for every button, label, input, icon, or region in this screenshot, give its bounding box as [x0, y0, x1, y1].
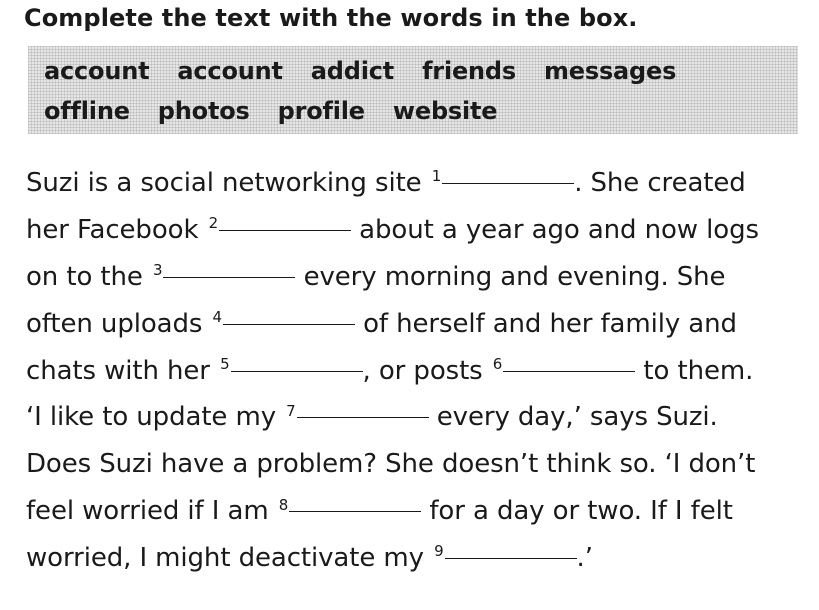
- text-line-3: [26, 254, 816, 301]
- gap-blank-3[interactable]: [163, 276, 295, 278]
- instruction-heading: Complete the text with the words in the box.: [24, 4, 638, 32]
- text-segment: of herself and her family and: [354, 308, 737, 339]
- gap-number-2: 2: [208, 214, 219, 233]
- gap-number-4: 4: [212, 308, 222, 327]
- gap-number-7: 7: [286, 401, 296, 420]
- gap-number-8: 8: [278, 495, 289, 514]
- text-segment: Does Suzi have a problem? She doesn’t think so. ‘I don’t: [26, 449, 756, 480]
- text-segment: on to the: [26, 261, 151, 292]
- word-friends: friends: [422, 57, 516, 85]
- text-line-2: [26, 207, 816, 254]
- gap-blank-6[interactable]: [503, 370, 635, 372]
- word-photos: photos: [157, 97, 250, 125]
- word-box-row-1: [44, 51, 798, 91]
- word-account-2: account: [177, 57, 283, 85]
- gap-number-3: 3: [152, 261, 163, 280]
- gap-fill-text: [26, 160, 816, 582]
- word-profile: profile: [277, 97, 365, 125]
- gap-blank-7[interactable]: [297, 416, 429, 418]
- text-segment: Suzi is a social networking site: [26, 168, 430, 198]
- word-box-row-2: [44, 91, 798, 131]
- word-box: [28, 46, 798, 134]
- word-website: website: [392, 97, 498, 125]
- text-line-8: [26, 488, 816, 535]
- text-segment: feel worried if I am: [26, 496, 277, 527]
- gap-blank-8[interactable]: [289, 510, 421, 512]
- word-offline: offline: [44, 97, 130, 125]
- text-segment: for a day or two. If I felt: [421, 496, 733, 527]
- text-line-5: [26, 348, 816, 395]
- text-line-6: [26, 394, 816, 441]
- gap-number-6: 6: [492, 354, 503, 373]
- text-segment: . She created: [574, 168, 746, 198]
- text-segment: ‘I like to update my: [26, 402, 285, 433]
- text-segment: about a year ago and now logs: [351, 214, 759, 245]
- text-line-7: [26, 441, 816, 488]
- text-line-9: [26, 535, 816, 582]
- text-line-1: [26, 160, 816, 207]
- text-segment: every morning and evening. She: [295, 261, 726, 292]
- gap-blank-1[interactable]: [442, 182, 574, 184]
- text-segment: , or posts: [362, 355, 491, 386]
- word-addict: addict: [310, 57, 395, 85]
- text-line-4: [26, 301, 816, 348]
- text-segment: .’: [576, 543, 593, 574]
- gap-blank-2[interactable]: [219, 229, 351, 231]
- word-messages: messages: [544, 57, 677, 85]
- gap-number-1: 1: [431, 167, 442, 186]
- text-segment: worried, I might deactivate my: [26, 543, 433, 574]
- text-segment: to them.: [635, 355, 754, 386]
- text-segment: often uploads: [26, 308, 211, 339]
- gap-number-5: 5: [220, 354, 230, 373]
- text-segment: every day,’ says Suzi.: [428, 402, 718, 433]
- text-segment: chats with her: [26, 355, 219, 386]
- text-segment: her Facebook: [26, 214, 207, 245]
- gap-number-9: 9: [434, 542, 444, 561]
- gap-blank-9[interactable]: [445, 557, 577, 559]
- gap-blank-5[interactable]: [231, 370, 363, 372]
- word-account-1: account: [44, 57, 150, 85]
- gap-blank-4[interactable]: [223, 323, 355, 325]
